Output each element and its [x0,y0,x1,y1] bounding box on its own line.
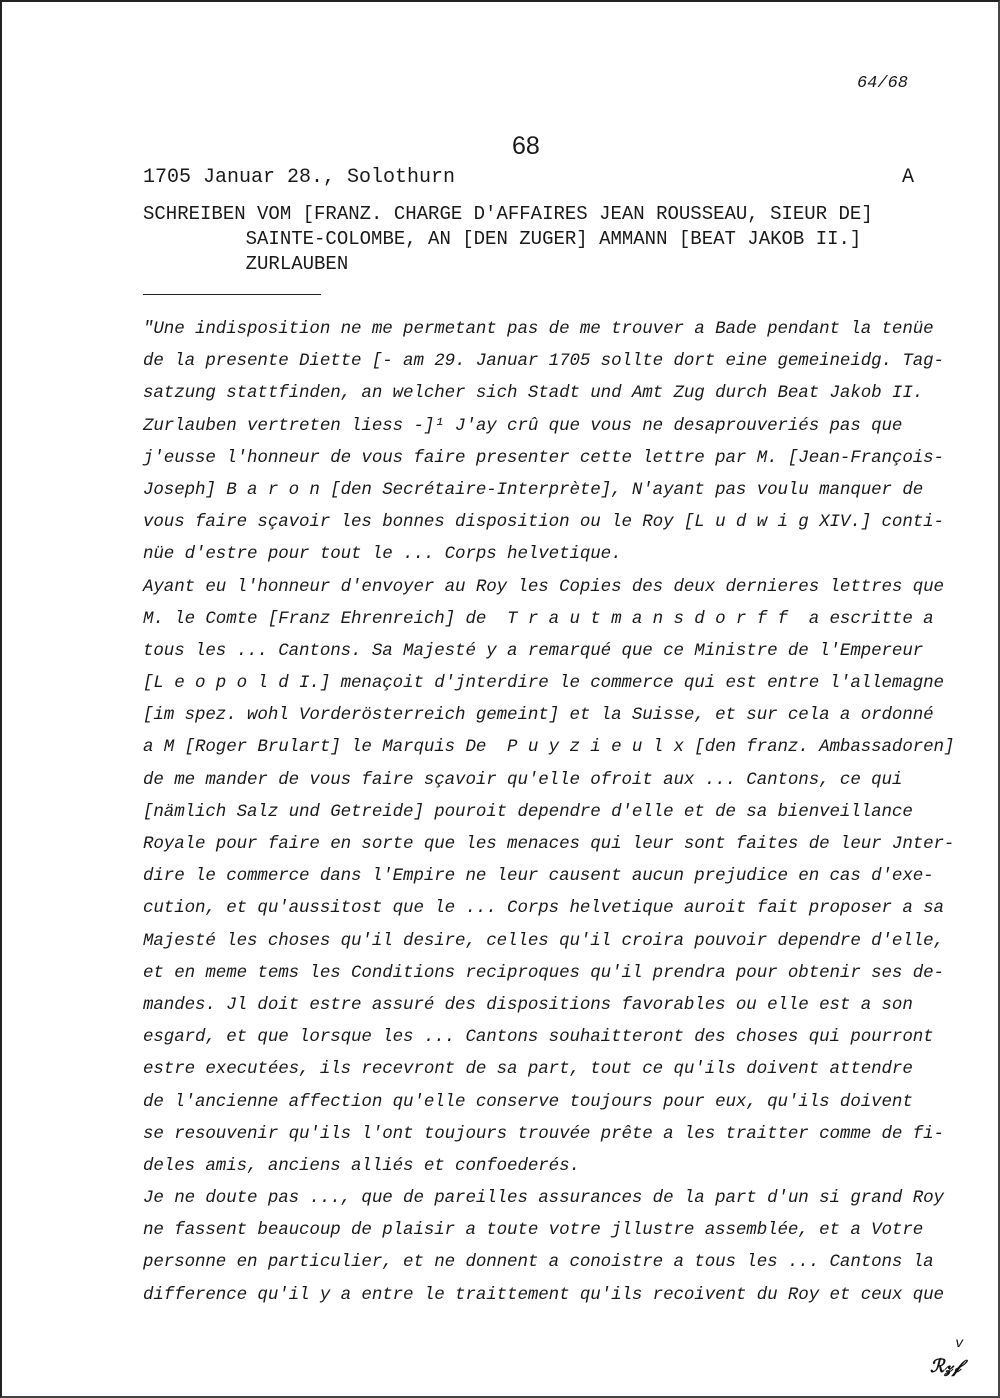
body-line: esgard, et que lorsque les ... Cantons souhaitteront des choses qui pourront [143,1027,934,1048]
body-line: Ayant eu l'honneur d'envoyer au Roy les Copies des deux dernieres lettres que [143,576,944,597]
body-line: mandes. Jl doit estre assuré des dispositions favorables ou elle est a son [143,994,913,1015]
document-heading [143,202,873,277]
body-line: a M [Roger Brulart] le Marquis De P u y z i e u l x [den franz. Ambassadoren] [143,737,955,758]
body-line: [im spez. wohl Vorderösterreich gemeint] et la Suisse, et sur cela a ordonné [143,705,934,726]
body-line: Zurlauben vertreten liess -]¹ J'ay crû que vous ne desaprouveriés pas que [143,415,903,436]
body-line: [L e o p o l d I.] menaçoit d'jnterdire le commerce qui est entre l'allemagne [143,673,944,694]
body-line: se resouvenir qu'ils l'ont toujours trouvée prête a les traitter comme de fi- [143,1123,944,1144]
body-line: "Une indisposition ne me permetant pas de me trouver a Bade pendant la tenüe [143,319,934,339]
document-number: 68 [512,132,540,160]
margin-mark: A [902,166,915,189]
body-line: tous les ... Cantons. Sa Majesté y a remarqué que ce Ministre de l'Empereur [143,640,924,661]
separator-rule [143,294,321,295]
body-line: Joseph] B a r o n [den Secrétaire-Interprète], N'ayant pas voulu manquer de [143,479,924,500]
heading-line: ZURLAUBEN [143,253,349,275]
folio-number: 64/68 [856,74,908,93]
letter-body [143,313,955,1311]
handwritten-initials: ℛ𝓏𝒻 [930,1358,961,1378]
body-line: [nämlich Salz und Getreide] pouroit dependre d'elle et de sa bienveillance [143,801,913,822]
body-line: personne en particulier, et ne donnent a conoistre a tous les ... Cantons la [143,1252,934,1273]
heading-line: SAINTE-COLOMBE, AN [DEN ZUGER] AMMANN [BEAT JAKOB II.] [143,228,862,250]
body-line: Royale pour faire en sorte que les menaces qui leur sont faites de leur Jnter- [143,834,955,854]
body-line: dire le commerce dans l'Empire ne leur causent aucun prejudice en cas d'exe- [143,866,934,887]
body-line: nüe d'estre pour tout le ... Corps helvetique. [143,544,622,565]
body-line: j'eusse l'honneur de vous faire presenter cette lettre par M. [Jean-François- [143,447,944,468]
body-line: de l'ancienne affection qu'elle conserve toujours pour eux, qu'ils doivent [143,1091,913,1112]
body-line: difference qu'il y a entre le traittement qu'ils recoivent du Roy et ceux que [143,1284,944,1305]
handwritten-mark: v [955,1336,964,1352]
dateline: 1705 Januar 28., Solothurn [143,166,456,189]
body-line: de la presente Diette [- am 29. Januar 1705 sollte dort eine gemeineidg. Tag- [143,351,944,372]
body-line: cution, et qu'aussitost que le ... Corps helvetique auroit fait proposer a sa [143,898,944,919]
body-line: ne fassent beaucoup de plaisir a toute votre jllustre assemblée, et a Votre [143,1220,924,1241]
body-line: et en meme tems les Conditions reciproques qu'il prendra pour obtenir ses de- [143,962,944,983]
body-line: vous faire sçavoir les bonnes disposition ou le Roy [L u d w i g XIV.] conti- [143,512,944,533]
heading-line: SCHREIBEN VOM [FRANZ. CHARGE D'AFFAIRES JEAN ROUSSEAU, SIEUR DE] [143,203,873,225]
body-line: deles amis, anciens alliés et confoederés. [143,1155,580,1176]
body-line: Je ne doute pas ..., que de pareilles assurances de la part d'un si grand Roy [143,1188,944,1209]
body-line: de me mander de vous faire sçavoir qu'elle ofroit aux ... Cantons, ce qui [143,769,903,790]
body-line: Majesté les choses qu'il desire, celles qu'il croira pouvoir dependre d'elle, [143,930,944,951]
body-line: satzung stattfinden, an welcher sich Stadt und Amt Zug durch Beat Jakob II. [143,383,924,404]
body-line: estre executées, ils recevront de sa part, tout ce qu'ils doivent attendre [143,1059,913,1080]
body-line: M. le Comte [Franz Ehrenreich] de T r a u t m a n s d o r f f a escritte a [143,608,934,629]
